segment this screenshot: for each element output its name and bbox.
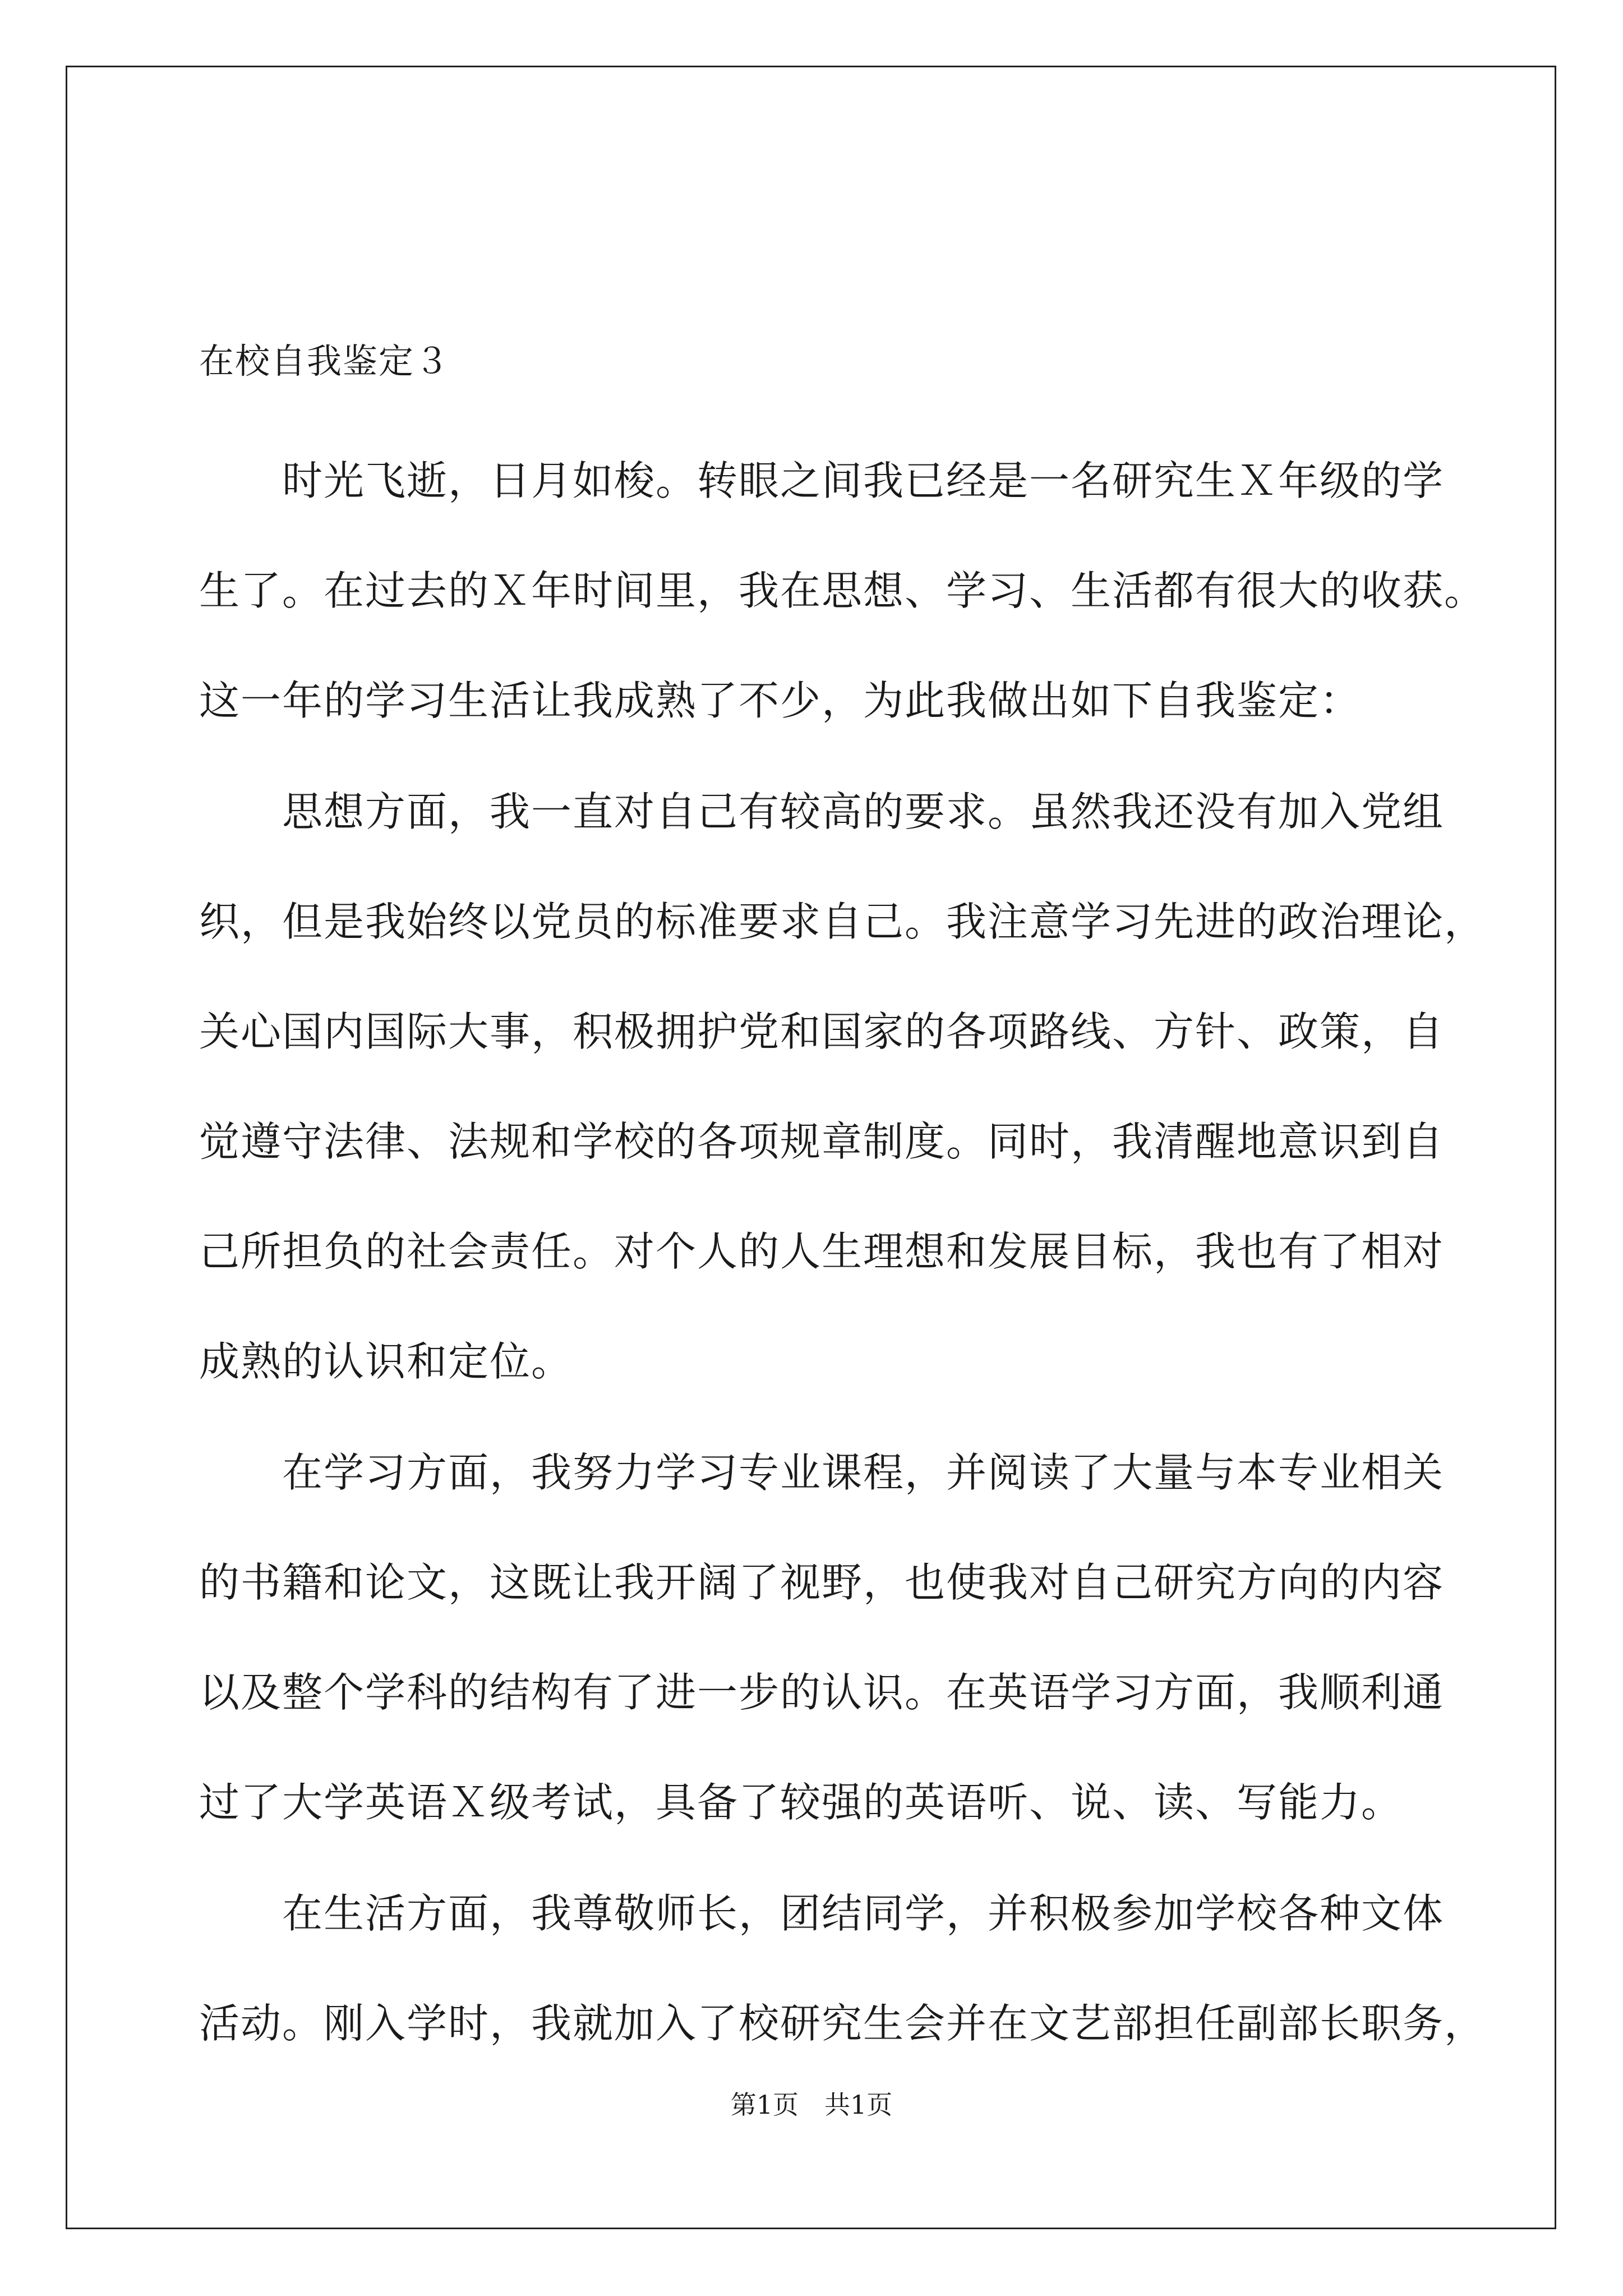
paragraph-intro bbox=[199, 426, 1486, 756]
paragraph-line: 的书籍和论文，这既让我开阔了视野，也使我对自己研究方向的内容 bbox=[199, 1559, 1445, 1606]
paragraph-line: 活动。刚入学时，我就加入了校研究生会并在文艺部担任副部长职务， bbox=[199, 2000, 1486, 2047]
document-title: 在校自我鉴定３ bbox=[199, 341, 451, 381]
paragraph-life bbox=[199, 1858, 1486, 2078]
paragraph-line: 在生活方面，我尊敬师长，团结同学，并积极参加学校各种文体 bbox=[282, 1890, 1445, 1937]
paragraph-ideology bbox=[199, 757, 1486, 1416]
paragraph-line: 成熟的认识和定位。 bbox=[199, 1338, 573, 1385]
paragraph-study bbox=[199, 1418, 1445, 1857]
paragraph-line: 关心国内国际大事，积极拥护党和国家的各项路线、方针、政策，自 bbox=[199, 1008, 1445, 1055]
paragraph-line: 在学习方面，我努力学习专业课程，并阅读了大量与本专业相关 bbox=[282, 1449, 1445, 1496]
paragraph-line: 时光飞逝，日月如梭。转眼之间我已经是一名研究生Ｘ年级的学 bbox=[282, 457, 1445, 504]
paragraph-line: 过了大学英语Ｘ级考试，具备了较强的英语听、说、读、写能力。 bbox=[199, 1779, 1403, 1826]
paragraph-line: 以及整个学科的结构有了进一步的认识。在英语学习方面，我顺利通 bbox=[199, 1669, 1445, 1716]
paragraph-line: 觉遵守法律、法规和学校的各项规章制度。同时，我清醒地意识到自 bbox=[199, 1118, 1445, 1165]
paragraph-line: 这一年的学习生活让我成熟了不少，为此我做出如下自我鉴定： bbox=[199, 677, 1362, 724]
paragraph-line: 己所担负的社会责任。对个人的人生理想和发展目标，我也有了相对 bbox=[199, 1228, 1445, 1275]
page-footer: 第1页 共1页 bbox=[730, 2090, 893, 2120]
paragraph-line: 思想方面，我一直对自己有较高的要求。虽然我还没有加入党组 bbox=[282, 788, 1445, 835]
paragraph-line: 织，但是我始终以党员的标准要求自己。我注意学习先进的政治理论， bbox=[199, 898, 1486, 945]
paragraph-line: 生了。在过去的Ｘ年时间里，我在思想、学习、生活都有很大的收获。 bbox=[199, 567, 1486, 614]
